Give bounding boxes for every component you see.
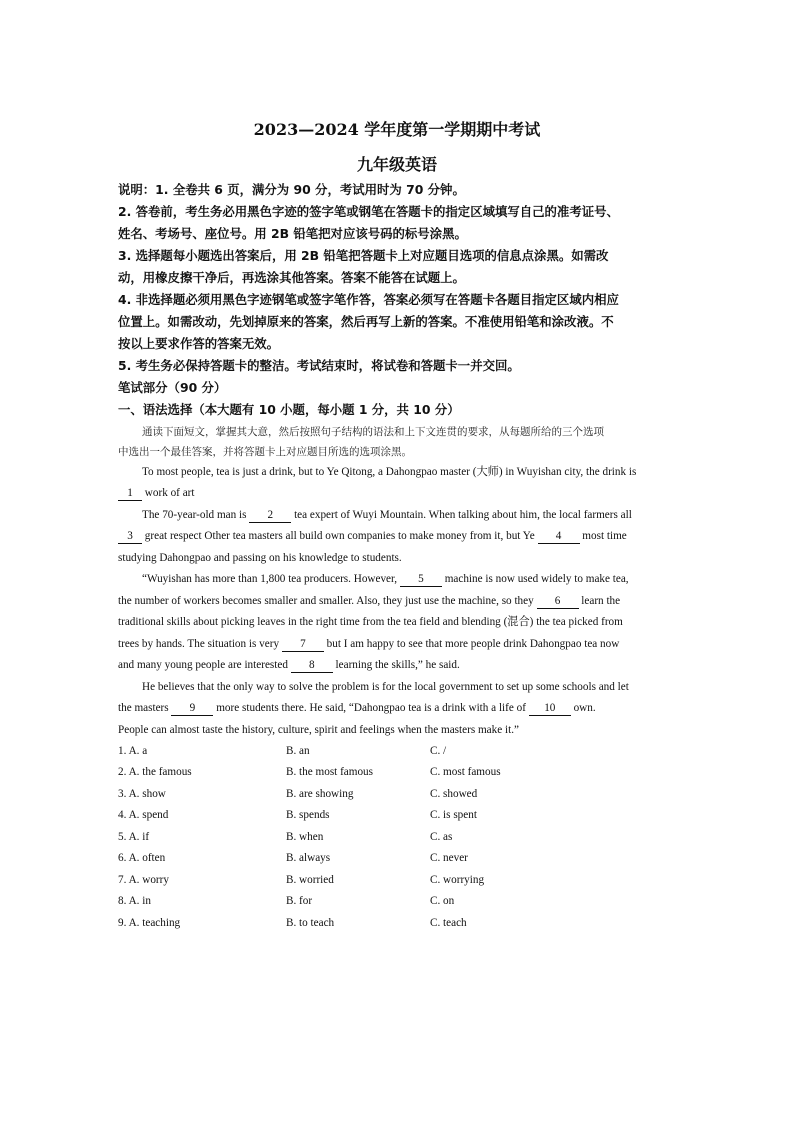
blank-10[interactable]: 10 — [529, 701, 571, 716]
option-a[interactable]: 4. A. spend — [118, 809, 169, 821]
instruction-line: 位置上。如需改动，先划掉原来的答案，然后再写上新的答案。不准使用铅笔和涂改液。不 — [118, 314, 614, 329]
passage-line: People can almost taste the history, culture, spirit and feelings when the masters make it.” — [118, 724, 519, 736]
option-b[interactable]: B. an — [286, 745, 310, 757]
instruction-line: 按以上要求作答的答案无效。 — [118, 336, 280, 351]
blank-5[interactable]: 5 — [400, 572, 442, 587]
passage-line: traditional skills about picking leaves in the right time from the tea field and blending (混合) the tea picked from — [118, 616, 623, 628]
option-c[interactable]: C. is spent — [430, 809, 477, 821]
passage-line: the number of workers becomes smaller and smaller. Also, they just use the machine, so they 6 learn the — [118, 595, 621, 607]
blank-1[interactable]: 1 — [118, 486, 142, 501]
passage-line: “Wuyishan has more than 1,800 tea producers. However, 5 machine is now used widely to make tea, — [142, 573, 629, 585]
directions-line: 中选出一个最佳答案，并将答题卡上对应题目所选的选项涂黑。 — [118, 446, 412, 458]
blank-3[interactable]: 3 — [118, 529, 142, 544]
blank-4[interactable]: 4 — [538, 529, 580, 544]
blank-7[interactable]: 7 — [282, 637, 324, 652]
exam-title: 2023—2024 学年度第一学期期中考试 — [253, 120, 541, 139]
instruction-line: 说明：1. 全卷共 6 页，满分为 90 分，考试用时为 70 分钟。 — [118, 182, 465, 197]
instruction-line: 5. 考生务必保持答题卡的整洁。考试结束时，将试卷和答题卡一并交回。 — [118, 358, 520, 373]
option-c[interactable]: C. teach — [430, 917, 467, 929]
blank-6[interactable]: 6 — [537, 594, 579, 609]
passage-line: 3 great respect Other tea masters all build own companies to make money from it, but Ye 4 most time — [118, 526, 676, 548]
option-a[interactable]: 8. A. in — [118, 895, 151, 907]
section-heading: 笔试部分（90 分） — [118, 380, 227, 395]
option-b[interactable]: B. for — [286, 895, 313, 907]
option-a[interactable]: 7. A. worry — [118, 874, 169, 886]
blank-8[interactable]: 8 — [291, 658, 333, 673]
passage-line: trees by hands. The situation is very 7 but I am happy to see that more people drink Dahongpao tea now — [118, 638, 620, 650]
option-a[interactable]: 6. A. often — [118, 852, 166, 864]
passage-line: To most people, tea is just a drink, but to Ye Qitong, a Dahongpao master (大师) in Wuyishan city, the drink is — [142, 466, 637, 478]
option-c[interactable]: C. / — [430, 745, 447, 757]
option-c[interactable]: C. on — [430, 895, 455, 907]
blank-2[interactable]: 2 — [249, 508, 291, 523]
section-heading: 一、语法选择（本大题有 10 小题，每小题 1 分，共 10 分） — [118, 402, 460, 417]
instruction-line: 姓名、考场号、座位号。用 2B 铅笔把对应该号码的标号涂黑。 — [118, 226, 467, 241]
option-b[interactable]: B. to teach — [286, 917, 335, 929]
passage-line: the masters 9 more students there. He said, “Dahongpao tea is a drink with a life of 10 own. — [118, 702, 596, 714]
passage-line: 1 work of art — [118, 483, 676, 505]
passage-line: studying Dahongpao and passing on his knowledge to students. — [118, 552, 402, 564]
passage-line: and many young people are interested 8 learning the skills,” he said. — [118, 659, 460, 671]
directions-line: 通读下面短文，掌握其大意，然后按照句子结构的语法和上下文连贯的要求，从每题所给的三个选项 — [142, 426, 604, 438]
option-b[interactable]: B. worried — [286, 874, 334, 886]
option-b[interactable]: B. always — [286, 852, 331, 864]
option-a[interactable]: 3. A. show — [118, 788, 166, 800]
instruction-line: 动，用橡皮擦干净后，再选涂其他答案。答案不能答在试题上。 — [118, 270, 465, 285]
option-c[interactable]: C. as — [430, 831, 453, 843]
blank-9[interactable]: 9 — [171, 701, 213, 716]
passage-line: He believes that the only way to solve the problem is for the local government to set up some schools and let — [142, 681, 629, 693]
instruction-line: 2. 答卷前，考生务必用黑色字迹的签字笔或钢笔在答题卡的指定区域填写自己的准考证号、 — [118, 204, 619, 219]
option-b[interactable]: B. when — [286, 831, 324, 843]
option-a[interactable]: 5. A. if — [118, 831, 150, 843]
option-c[interactable]: C. showed — [430, 788, 478, 800]
option-b[interactable]: B. the most famous — [286, 766, 374, 778]
instruction-line: 3. 选择题每小题选出答案后，用 2B 铅笔把答题卡上对应题目选项的信息点涂黑。如需改 — [118, 248, 609, 263]
option-b[interactable]: B. spends — [286, 809, 330, 821]
option-c[interactable]: C. most famous — [430, 766, 501, 778]
instruction-line: 4. 非选择题必须用黑色字迹钢笔或签字笔作答，答案必须写在答题卡各题目指定区域内相应 — [118, 292, 619, 307]
option-a[interactable]: 1. A. a — [118, 745, 148, 757]
exam-subtitle: 九年级英语 — [356, 155, 437, 174]
option-c[interactable]: C. never — [430, 852, 468, 864]
option-c[interactable]: C. worrying — [430, 874, 485, 886]
option-b[interactable]: B. are showing — [286, 788, 354, 800]
option-a[interactable]: 2. A. the famous — [118, 766, 192, 778]
option-a[interactable]: 9. A. teaching — [118, 917, 181, 929]
passage-line: The 70-year-old man is 2 tea expert of Wuyi Mountain. When talking about him, the local farmers all — [142, 509, 632, 521]
